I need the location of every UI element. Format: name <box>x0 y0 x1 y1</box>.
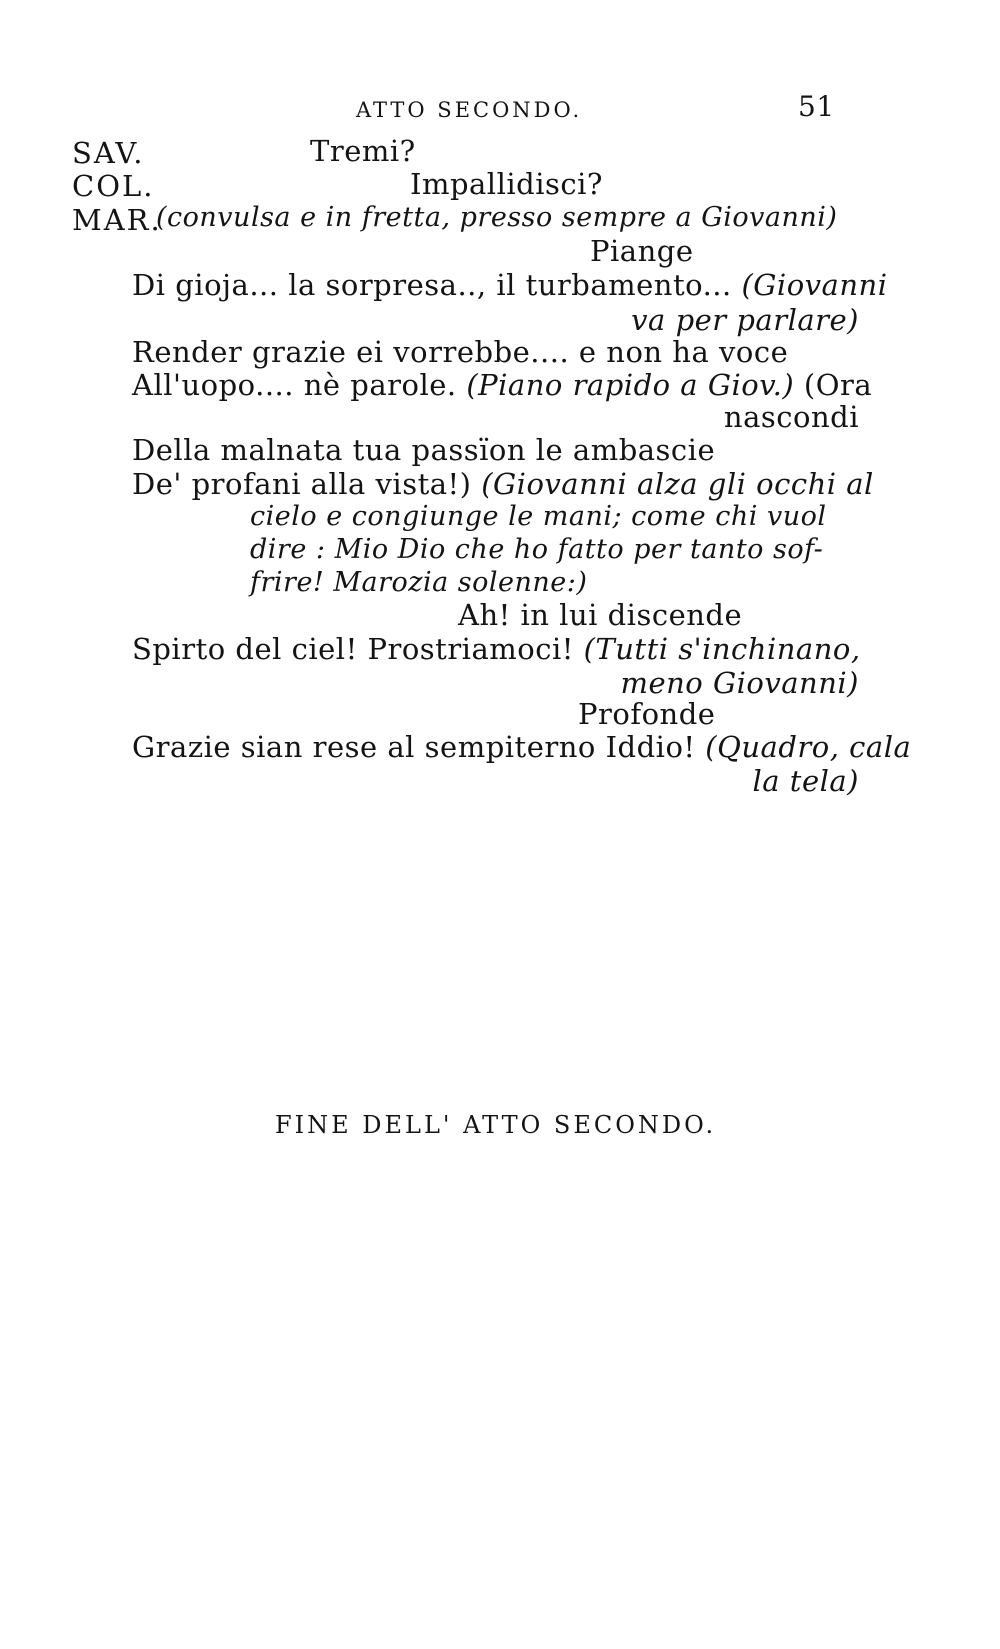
stage-direction: (convulsa e in fretta, presso sempre a Giovanni) <box>156 202 838 233</box>
stage-direction: va per parlare) <box>631 303 859 337</box>
speaker-sav: SAV. <box>72 136 145 170</box>
stage-direction: la tela) <box>752 764 859 798</box>
line-15: Ah! in lui discende <box>458 598 743 632</box>
act-end-label: FINE DELL' ATTO SECONDO. <box>275 1111 717 1139</box>
verse-text: Spirto del ciel! Prostriamoci! <box>132 632 584 666</box>
line-8 <box>132 368 872 402</box>
stage-direction: frire! Marozia solenne:) <box>250 567 588 598</box>
speaker-col: COL. <box>72 169 155 203</box>
stage-direction: meno Giovanni) <box>620 666 859 700</box>
speaker-mar: MAR. <box>72 203 162 237</box>
line-1: Tremi? <box>310 134 416 168</box>
stage-direction: cielo e congiunge le mani; come chi vuol <box>250 501 827 532</box>
stage-direction: (Giovanni <box>741 268 888 302</box>
line-9: nascondi <box>723 400 859 434</box>
stage-direction: (Tutti s'inchinano, <box>583 632 861 666</box>
verse-text: De' profani alla vista!) <box>132 467 482 501</box>
line-11 <box>132 467 874 501</box>
stage-direction: (Giovanni alza gli occhi al <box>481 467 874 501</box>
line-7: Render grazie ei vorrebbe.... e non ha voce <box>132 335 789 369</box>
verse-text: Grazie sian rese al sempiterno Iddio! <box>132 730 706 764</box>
verse-text: All'uopo.... nè parole. <box>132 368 467 402</box>
running-header: ATTO SECONDO. <box>356 98 583 122</box>
stage-direction: (Piano rapido a Giov.) <box>466 368 795 402</box>
line-10: Della malnata tua passïon le ambascie <box>132 433 716 467</box>
line-4: Piange <box>590 234 694 268</box>
line-18: Profonde <box>578 697 716 731</box>
line-19 <box>132 730 911 764</box>
page-number: 51 <box>798 90 835 123</box>
stage-direction: dire : Mio Dio che ho fatto per tanto sof- <box>250 534 824 565</box>
line-16 <box>132 632 861 666</box>
verse-text: Di gioja... la sorpresa.., il turbamento... <box>132 268 742 302</box>
line-2: Impallidisci? <box>410 167 603 201</box>
stage-direction: (Quadro, cala <box>705 730 912 764</box>
line-5 <box>132 268 887 302</box>
verse-text: (Ora <box>794 368 873 402</box>
